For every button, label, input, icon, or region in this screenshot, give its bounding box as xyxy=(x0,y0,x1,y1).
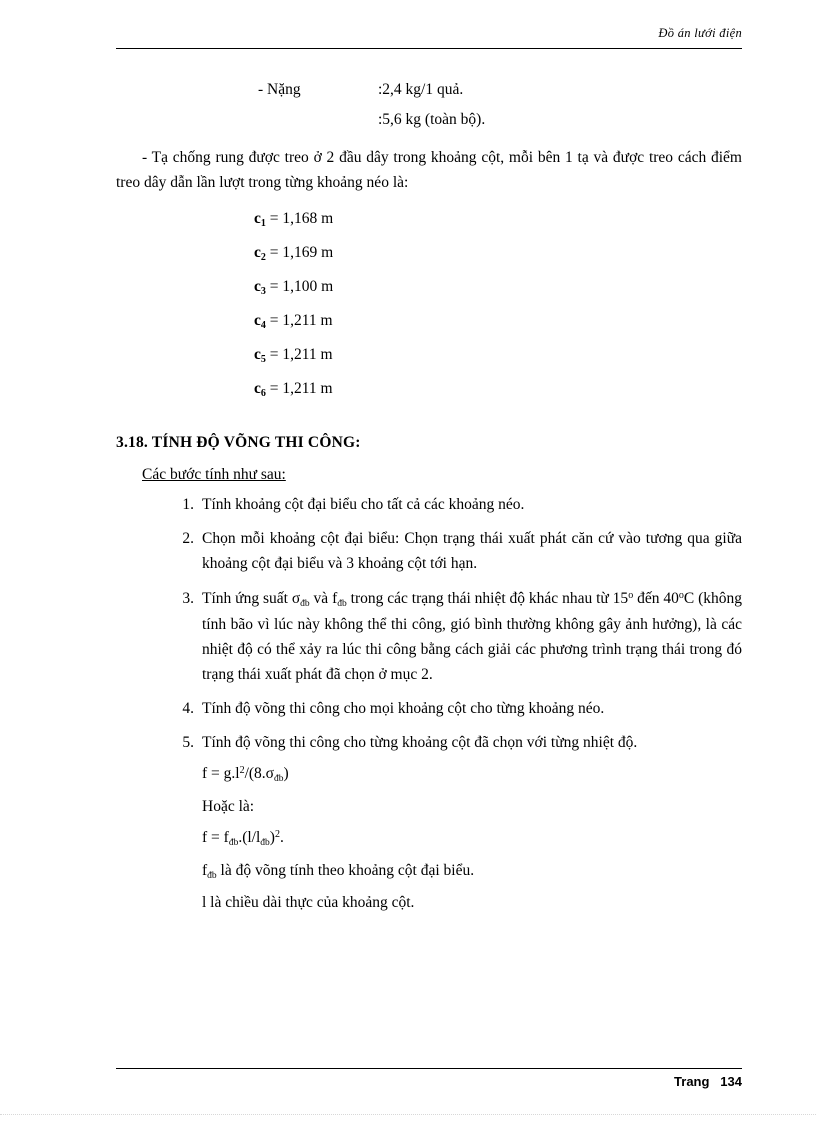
equation-index: 3 xyxy=(260,286,266,298)
step3-part-5: C (không tính bão vì lúc này không thể thi công, gió bình thường không gây ảnh hưởng), là các nhiệt độ có thể xảy ra lúc thi công bằng cách giải các phương trình trạng thái trong đó trạng thái xuất phát đã chọn ở mục 2. xyxy=(202,589,742,684)
formula-2-part-b: .(l/l xyxy=(238,829,261,847)
step5-text: Tính độ võng thi công cho từng khoảng cột đã chọn với từng nhiệt độ. xyxy=(202,734,638,752)
page-number: 134 xyxy=(720,1074,742,1089)
equation-symbol: c xyxy=(254,380,261,398)
equation-item xyxy=(254,245,742,263)
equation-item xyxy=(254,381,742,399)
page-bottom-edge xyxy=(0,1114,816,1115)
equation-value: = 1,211 m xyxy=(269,346,333,364)
equation-value: = 1,211 m xyxy=(269,312,333,330)
equation-value: = 1,211 m xyxy=(269,380,333,398)
equation-index: 2 xyxy=(260,252,266,264)
formula-1-subscript: đb xyxy=(274,774,284,785)
formula-2-subscript-2: đb xyxy=(260,838,270,849)
list-item: Tính khoảng cột đại biểu cho tất cả các khoảng néo. xyxy=(202,496,525,514)
formula-note-1-subscript: đb xyxy=(207,870,217,881)
equation-item xyxy=(254,347,742,365)
step3-sub-2: đb xyxy=(337,598,347,609)
formula-2 xyxy=(202,826,742,851)
equation-list xyxy=(116,211,742,399)
formula-2-exponent: 2 xyxy=(274,829,280,841)
step3-part-4: đến 40 xyxy=(633,589,679,607)
spec-weight-value-2: :5,6 kg (toàn bộ). xyxy=(378,110,486,128)
equation-value: = 1,168 m xyxy=(269,210,334,228)
equation-symbol: c xyxy=(254,278,261,296)
list-item: Chọn mỗi khoảng cột đại biểu: Chọn trạng thái xuất phát căn cứ vào tương qua giữa khoảng cột đại biểu và 3 khoảng cột tới hạn. xyxy=(202,530,742,573)
step3-sup-2: o xyxy=(678,589,684,601)
page-content xyxy=(116,76,742,916)
formula-note-1 xyxy=(202,859,742,884)
step3-part-2: và f xyxy=(309,589,338,607)
footer-divider xyxy=(116,1068,742,1069)
formula-1 xyxy=(202,762,742,787)
step3-part-3: trong các trạng thái nhiệt độ khác nhau từ 15 xyxy=(346,589,629,607)
damper-paragraph: - Tạ chống rung được treo ở 2 đầu dây trong khoảng cột, mỗi bên 1 tạ và được treo cách điểm treo dây dẫn lần lượt trong từng khoảng néo là: xyxy=(116,149,742,192)
equation-item xyxy=(254,313,742,331)
formula-note-1-part-a: f xyxy=(202,861,208,879)
formula-note-2: l là chiều dài thực của khoảng cột. xyxy=(202,893,415,911)
formula-1-exponent: 2 xyxy=(239,765,245,777)
list-item xyxy=(202,730,742,915)
equation-symbol: c xyxy=(254,312,261,330)
equation-symbol: c xyxy=(254,210,261,228)
step3-sub-1: đb xyxy=(300,598,310,609)
formula-1-part-b: /(8.σ xyxy=(244,765,275,783)
formula-note-1-part-b: là độ võng tính theo khoảng cột đại biểu. xyxy=(216,861,475,879)
formula-2-subscript-1: đb xyxy=(228,838,239,849)
equation-index: 4 xyxy=(260,320,266,332)
equation-index: 6 xyxy=(260,388,266,400)
step3-sup-1: o xyxy=(628,589,634,601)
page-footer xyxy=(116,1074,742,1089)
header-divider xyxy=(116,48,742,49)
formula-2-part-a: f = f xyxy=(202,829,229,847)
formula-1-part-a: f = g.l xyxy=(202,765,240,783)
spec-weight-label: - Nặng xyxy=(258,81,301,98)
equation-item xyxy=(254,279,742,297)
spec-weight-row xyxy=(116,82,742,98)
equation-index: 5 xyxy=(260,354,266,366)
equation-symbol: c xyxy=(254,244,261,262)
section-intro: Các bước tính như sau: xyxy=(142,465,286,483)
equation-value: = 1,100 m xyxy=(269,278,334,296)
list-item: Tính độ võng thi công cho mọi khoảng cột cho từng khoảng néo. xyxy=(202,700,605,718)
list-item xyxy=(202,586,742,688)
page-header: Đồ án lưới điện xyxy=(658,26,742,40)
formula-2-part-c: ) xyxy=(269,829,275,847)
step3-part-1: Tính ứng suất σ xyxy=(202,589,301,607)
steps-list xyxy=(116,492,742,915)
equation-index: 1 xyxy=(260,218,266,230)
equation-symbol: c xyxy=(254,346,261,364)
section-heading: 3.18. TÍNH ĐỘ VÕNG THI CÔNG: xyxy=(116,434,361,452)
equation-value: = 1,169 m xyxy=(269,244,334,262)
formula-2-part-d: . xyxy=(279,829,284,847)
spec-weight-value-1: :2,4 kg/1 quả. xyxy=(378,81,464,98)
page-label: Trang xyxy=(674,1074,710,1089)
equation-item xyxy=(254,211,742,229)
formula-alternative-label: Hoặc là: xyxy=(202,797,255,815)
formula-1-part-c: ) xyxy=(283,765,289,783)
